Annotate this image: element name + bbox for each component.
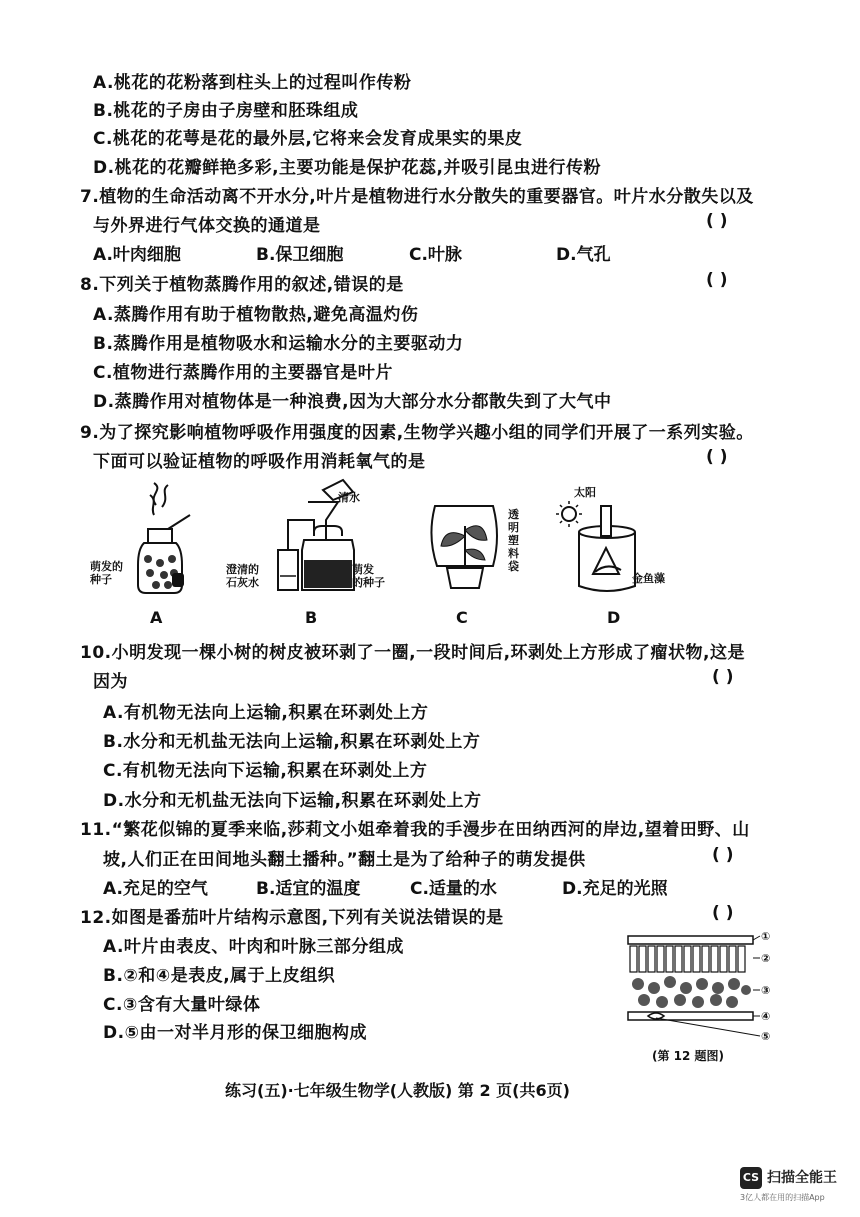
q9-figure-letter-b: B [305, 608, 318, 627]
q7-option-c: C.叶脉 [409, 245, 462, 265]
q6-option-b: B.桃花的子房由子房壁和胚珠组成 [93, 101, 359, 121]
q12-option-a: A.叶片由表皮、叶肉和叶脉三部分组成 [103, 937, 404, 957]
q8-option-c: C.植物进行蒸腾作用的主要器官是叶片 [93, 363, 393, 383]
q6-option-d: D.桃花的花瓣鲜艳多彩,主要功能是保护花蕊,并吸引昆虫进行传粉 [93, 158, 601, 178]
q7-option-a: A.叶肉细胞 [93, 245, 181, 265]
q12-figure-number-3: ③ [761, 984, 771, 997]
q12-figure-number-4: ④ [761, 1010, 771, 1023]
scanner-tagline: 3亿人都在用的扫描App [740, 1193, 825, 1202]
q11-option-c: C.适量的水 [410, 879, 497, 899]
q10-option-b: B.水分和无机盐无法向上运输,积累在环剥处上方 [103, 732, 481, 752]
q12-figure-number-5: ⑤ [761, 1030, 771, 1043]
q9-figure-b-label-top: 清水 [338, 491, 360, 504]
q9-figure-c-plant-bag [425, 496, 505, 596]
q9-figure-c-label: 透 明 塑 料 袋 [508, 508, 519, 573]
page-footer: 练习(五)·七年级生物学(人教版) 第 2 页(共6页) [225, 1081, 570, 1100]
q9-figure-d-label-right: 金鱼藻 [632, 572, 665, 585]
q11-answer-paren: ( ) [712, 845, 734, 865]
q10-stem-line1: 10.小明发现一棵小树的树皮被环剥了一圈,一段时间后,环剥处上方形成了瘤状物,这是 [80, 643, 745, 663]
q11-stem-line1: 11.“繁花似锦的夏季来临,莎莉文小姐牵着我的手漫步在田纳西河的岸边,望着田野、山 [80, 820, 750, 840]
q7-stem-line1: 7.植物的生命活动离不开水分,叶片是植物进行水分散失的重要器官。叶片水分散失以及 [80, 187, 754, 207]
scanner-logo-icon: CS [740, 1167, 762, 1189]
q10-stem-line2: 因为 [93, 672, 128, 692]
q10-option-c: C.有机物无法向下运输,积累在环剥处上方 [103, 761, 428, 781]
q9-figure-letter-c: C [456, 608, 468, 627]
q12-figure-number-1: ① [761, 930, 771, 943]
q8-option-d: D.蒸腾作用对植物体是一种浪费,因为大部分水分都散失到了大气中 [93, 392, 612, 412]
q10-answer-paren: ( ) [712, 667, 734, 687]
q8-stem: 8.下列关于植物蒸腾作用的叙述,错误的是 [80, 275, 404, 295]
q7-stem-line2: 与外界进行气体交换的通道是 [93, 216, 321, 236]
q6-option-c: C.桃花的花萼是花的最外层,它将来会发育成果实的果皮 [93, 129, 523, 149]
q12-option-d: D.⑤由一对半月形的保卫细胞构成 [103, 1023, 367, 1043]
q12-option-b: B.②和④是表皮,属于上皮组织 [103, 966, 336, 986]
q12-figure-number-2: ② [761, 952, 771, 965]
q6-option-a: A.桃花的花粉落到柱头上的过程叫作传粉 [93, 73, 412, 93]
q11-stem-line2: 坡,人们正在田间地头翻土播种。”翻土是为了给种子的萌发提供 [103, 850, 586, 870]
q10-option-d: D.水分和无机盐无法向下运输,积累在环剥处上方 [103, 791, 482, 811]
q9-figure-a-bottle [120, 485, 200, 595]
q9-stem-line2: 下面可以验证植物的呼吸作用消耗氧气的是 [93, 452, 426, 472]
q12-option-c: C.③含有大量叶绿体 [103, 995, 261, 1015]
q9-figure-letter-a: A [150, 608, 163, 627]
q12-leaf-structure-figure [628, 928, 773, 1048]
q12-figure-caption: (第 12 题图) [652, 1049, 725, 1063]
q12-answer-paren: ( ) [712, 903, 734, 923]
q10-option-a: A.有机物无法向上运输,积累在环剥处上方 [103, 703, 429, 723]
q9-figure-b-label-left: 澄清的 石灰水 [226, 563, 259, 589]
q9-figure-b-label-right: 萌发 的种子 [352, 563, 385, 589]
q8-option-a: A.蒸腾作用有助于植物散热,避免高温灼伤 [93, 305, 419, 325]
q9-figure-d-label-top: 太阳 [574, 486, 596, 499]
q9-figure-letter-d: D [607, 608, 621, 627]
q8-option-b: B.蒸腾作用是植物吸水和运输水分的主要驱动力 [93, 334, 464, 354]
q12-stem: 12.如图是番茄叶片结构示意图,下列有关说法错误的是 [80, 908, 504, 928]
scanner-app-name: 扫描全能王 [767, 1170, 837, 1186]
q11-option-a: A.充足的空气 [103, 879, 208, 899]
q9-figure-a-label: 萌发的 种子 [90, 560, 123, 586]
q9-answer-paren: ( ) [706, 447, 728, 467]
q9-stem-line1: 9.为了探究影响植物呼吸作用强度的因素,生物学兴趣小组的同学们开展了一系列实验。 [80, 423, 754, 443]
q7-option-b: B.保卫细胞 [256, 245, 344, 265]
q8-answer-paren: ( ) [706, 270, 728, 290]
q7-option-d: D.气孔 [556, 245, 611, 265]
q11-option-b: B.适宜的温度 [256, 879, 361, 899]
q11-option-d: D.充足的光照 [562, 879, 668, 899]
q7-answer-paren: ( ) [706, 211, 728, 231]
